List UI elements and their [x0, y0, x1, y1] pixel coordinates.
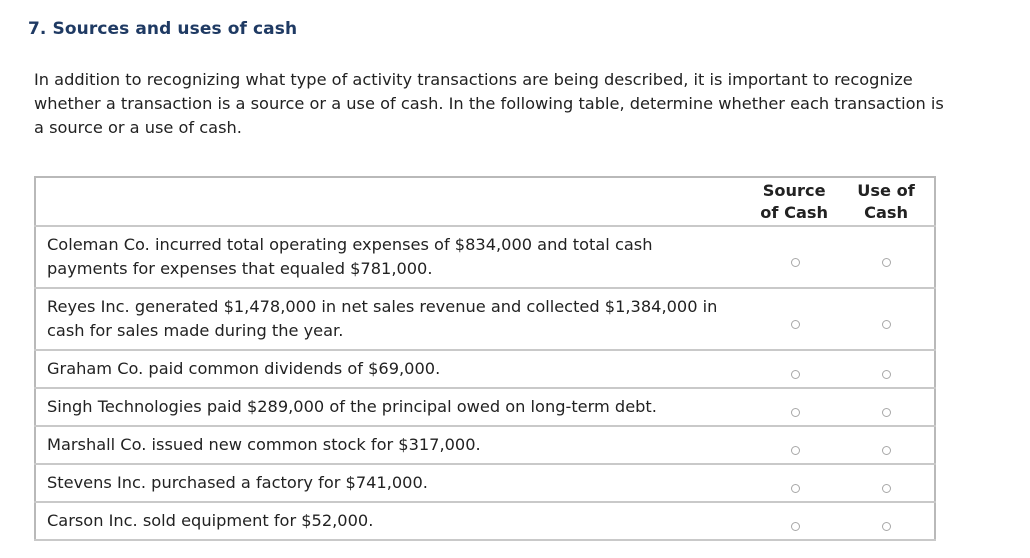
source-of-cash-cell: [746, 288, 838, 350]
use-of-cash-radio[interactable]: [882, 446, 891, 455]
source-of-cash-cell: [746, 502, 838, 540]
transaction-statement: Marshall Co. issued new common stock for $317,000.: [35, 426, 746, 464]
source-of-cash-cell: [746, 426, 838, 464]
use-header-line2: Cash: [864, 202, 909, 222]
source-header-line1: Source: [762, 180, 826, 200]
source-of-cash-radio[interactable]: [791, 446, 800, 455]
table-row: [35, 288, 935, 350]
source-of-cash-cell: [746, 350, 838, 388]
use-of-cash-radio[interactable]: [882, 370, 891, 379]
use-header-line1: Use of: [857, 180, 915, 200]
table-row: [35, 350, 935, 388]
transaction-statement: Graham Co. paid common dividends of $69,000.: [35, 350, 746, 388]
table-row: [35, 426, 935, 464]
use-of-cash-radio[interactable]: [882, 522, 891, 531]
source-of-cash-radio[interactable]: [791, 522, 800, 531]
source-of-cash-radio[interactable]: [791, 370, 800, 379]
table-row: [35, 226, 935, 288]
page-title: 7. Sources and uses of cash: [28, 19, 298, 39]
table-header-row: [35, 177, 935, 226]
use-of-cash-cell: [838, 226, 935, 288]
use-of-cash-column-header: [838, 177, 935, 226]
source-of-cash-cell: [746, 464, 838, 502]
source-of-cash-radio[interactable]: [791, 408, 800, 417]
source-of-cash-radio[interactable]: [791, 258, 800, 267]
use-of-cash-cell: [838, 464, 935, 502]
use-of-cash-cell: [838, 288, 935, 350]
source-of-cash-cell: [746, 226, 838, 288]
transaction-statement: Reyes Inc. generated $1,478,000 in net sales revenue and collected $1,384,000 in cash for sales made during the year.: [35, 288, 746, 350]
use-of-cash-cell: [838, 426, 935, 464]
table-row: [35, 502, 935, 540]
source-of-cash-radio[interactable]: [791, 484, 800, 493]
transaction-statement: Singh Technologies paid $289,000 of the principal owed on long-term debt.: [35, 388, 746, 426]
use-of-cash-radio[interactable]: [882, 408, 891, 417]
instructions-paragraph: In addition to recognizing what type of activity transactions are being described, it is important to recognize whether a transaction is a source or a use of cash. In the following table, determine whether each transaction is a source or a use of cash.: [34, 70, 944, 137]
sources-uses-table: [34, 176, 936, 541]
transaction-statement: Coleman Co. incurred total operating expenses of $834,000 and total cash payments for expenses that equaled $781,000.: [35, 226, 746, 288]
source-of-cash-radio[interactable]: [791, 320, 800, 329]
statement-column-header: [35, 177, 746, 226]
use-of-cash-cell: [838, 388, 935, 426]
use-of-cash-radio[interactable]: [882, 320, 891, 329]
use-of-cash-cell: [838, 502, 935, 540]
use-of-cash-radio[interactable]: [882, 258, 891, 267]
transaction-statement: Carson Inc. sold equipment for $52,000.: [35, 502, 746, 540]
use-of-cash-cell: [838, 350, 935, 388]
transaction-statement: Stevens Inc. purchased a factory for $741,000.: [35, 464, 746, 502]
source-header-line2: of Cash: [760, 202, 829, 222]
table-row: [35, 388, 935, 426]
table-row: [35, 464, 935, 502]
use-of-cash-radio[interactable]: [882, 484, 891, 493]
source-of-cash-cell: [746, 388, 838, 426]
source-of-cash-column-header: [746, 177, 838, 226]
